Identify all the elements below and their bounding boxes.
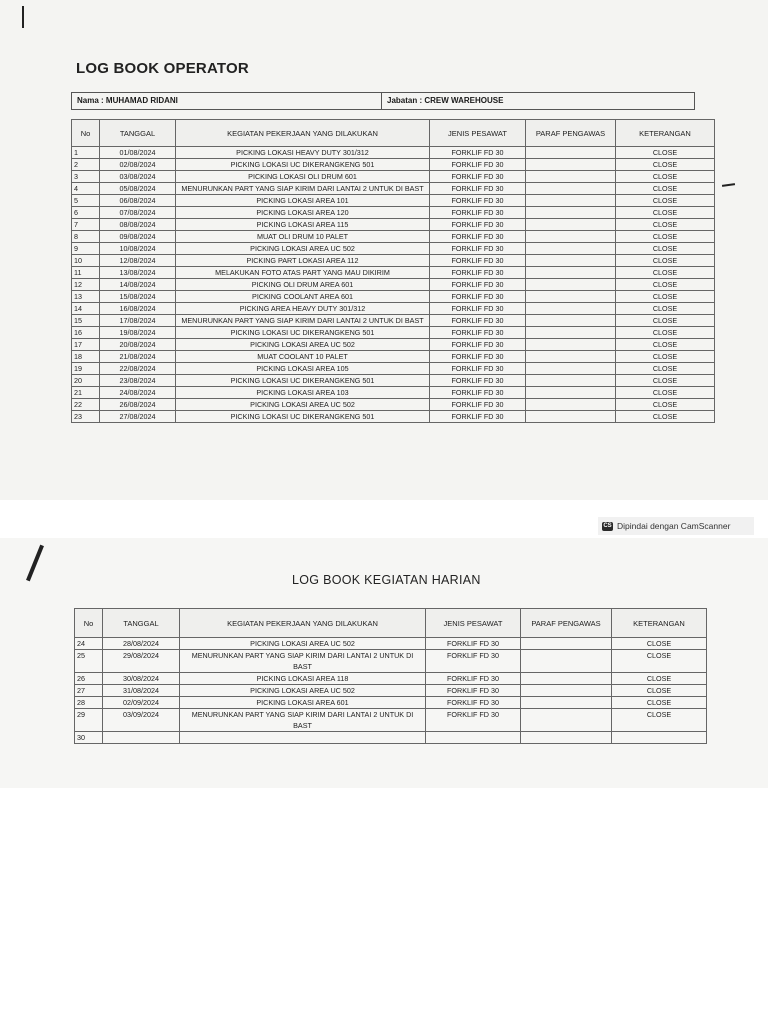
row-note: CLOSE bbox=[616, 327, 715, 339]
table-row bbox=[72, 411, 715, 423]
row-sign bbox=[521, 732, 612, 744]
row-note: CLOSE bbox=[616, 195, 715, 207]
row-number: 2 bbox=[72, 159, 100, 171]
row-date: 27/08/2024 bbox=[100, 411, 176, 423]
table-row bbox=[72, 303, 715, 315]
row-unit: FORKLIF FD 30 bbox=[430, 195, 526, 207]
row-note: CLOSE bbox=[616, 231, 715, 243]
row-activity: PICKING COOLANT AREA 601 bbox=[176, 291, 430, 303]
row-date: 14/08/2024 bbox=[100, 279, 176, 291]
row-activity: PICKING LOKASI AREA 120 bbox=[176, 207, 430, 219]
row-number: 25 bbox=[75, 650, 103, 673]
table-row bbox=[72, 219, 715, 231]
table-row bbox=[75, 697, 707, 709]
row-date: 12/08/2024 bbox=[100, 255, 176, 267]
row-sign bbox=[526, 207, 616, 219]
table-row bbox=[72, 279, 715, 291]
row-unit: FORKLIF FD 30 bbox=[430, 411, 526, 423]
row-activity: PICKING LOKASI AREA 101 bbox=[176, 195, 430, 207]
row-note: CLOSE bbox=[616, 243, 715, 255]
table-row bbox=[75, 650, 707, 673]
row-sign bbox=[526, 195, 616, 207]
row-sign bbox=[526, 363, 616, 375]
row-unit: FORKLIF FD 30 bbox=[430, 243, 526, 255]
row-note: CLOSE bbox=[616, 411, 715, 423]
row-date: 17/08/2024 bbox=[100, 315, 176, 327]
row-number: 23 bbox=[72, 411, 100, 423]
row-activity: PICKING PART LOKASI AREA 112 bbox=[176, 255, 430, 267]
row-sign bbox=[526, 219, 616, 231]
row-activity: PICKING LOKASI AREA 115 bbox=[176, 219, 430, 231]
row-unit: FORKLIF FD 30 bbox=[426, 638, 521, 650]
row-activity: PICKING AREA HEAVY DUTY 301/312 bbox=[176, 303, 430, 315]
row-sign bbox=[521, 697, 612, 709]
row-note: CLOSE bbox=[616, 303, 715, 315]
row-sign bbox=[526, 291, 616, 303]
row-date: 28/08/2024 bbox=[103, 638, 180, 650]
row-date: 21/08/2024 bbox=[100, 351, 176, 363]
row-activity: PICKING LOKASI AREA UC 502 bbox=[180, 685, 426, 697]
row-date: 01/08/2024 bbox=[100, 147, 176, 159]
log-table-2 bbox=[74, 608, 707, 744]
row-sign bbox=[526, 411, 616, 423]
row-note: CLOSE bbox=[616, 315, 715, 327]
page-2-title: LOG BOOK KEGIATAN HARIAN bbox=[292, 573, 481, 587]
row-note: CLOSE bbox=[616, 219, 715, 231]
table-row bbox=[75, 732, 707, 744]
row-sign bbox=[526, 279, 616, 291]
row-number: 13 bbox=[72, 291, 100, 303]
camscanner-icon: CS bbox=[603, 523, 612, 529]
row-activity: PICKING LOKASI AREA UC 502 bbox=[176, 339, 430, 351]
table-row bbox=[75, 638, 707, 650]
row-activity: MUAT COOLANT 10 PALET bbox=[176, 351, 430, 363]
table-row bbox=[75, 709, 707, 732]
row-date: 10/08/2024 bbox=[100, 243, 176, 255]
camscanner-text: Dipindai dengan CamScanner bbox=[617, 521, 731, 531]
row-unit: FORKLIF FD 30 bbox=[430, 363, 526, 375]
row-note: CLOSE bbox=[612, 709, 707, 732]
row-activity: PICKING LOKASI AREA 118 bbox=[180, 673, 426, 685]
row-note: CLOSE bbox=[612, 685, 707, 697]
table-row bbox=[72, 387, 715, 399]
row-date: 23/08/2024 bbox=[100, 375, 176, 387]
row-date: 29/08/2024 bbox=[103, 650, 180, 673]
header-note: KETERANGAN bbox=[616, 120, 715, 147]
row-number: 24 bbox=[75, 638, 103, 650]
row-date: 24/08/2024 bbox=[100, 387, 176, 399]
row-sign bbox=[526, 183, 616, 195]
header-date: TANGGAL bbox=[103, 609, 180, 638]
row-date: 13/08/2024 bbox=[100, 267, 176, 279]
row-activity: MENURUNKAN PART YANG SIAP KIRIM DARI LANTAI 2 UNTUK DI BAST bbox=[180, 650, 426, 673]
table-row bbox=[72, 351, 715, 363]
row-sign bbox=[526, 399, 616, 411]
table-row bbox=[72, 327, 715, 339]
row-number: 14 bbox=[72, 303, 100, 315]
row-activity: PICKING LOKASI AREA 103 bbox=[176, 387, 430, 399]
row-note: CLOSE bbox=[616, 363, 715, 375]
row-date: 20/08/2024 bbox=[100, 339, 176, 351]
log-page-1 bbox=[0, 0, 768, 500]
row-unit: FORKLIF FD 30 bbox=[430, 207, 526, 219]
table-row bbox=[72, 231, 715, 243]
row-unit: FORKLIF FD 30 bbox=[430, 171, 526, 183]
row-date: 03/08/2024 bbox=[100, 171, 176, 183]
row-activity: PICKING LOKASI AREA UC 502 bbox=[180, 638, 426, 650]
table-row bbox=[75, 685, 707, 697]
row-number: 16 bbox=[72, 327, 100, 339]
row-sign bbox=[526, 351, 616, 363]
row-sign bbox=[526, 327, 616, 339]
row-number: 15 bbox=[72, 315, 100, 327]
row-unit: FORKLIF FD 30 bbox=[430, 351, 526, 363]
row-note: CLOSE bbox=[616, 351, 715, 363]
row-unit: FORKLIF FD 30 bbox=[426, 650, 521, 673]
row-number: 21 bbox=[72, 387, 100, 399]
row-number: 3 bbox=[72, 171, 100, 183]
row-number: 29 bbox=[75, 709, 103, 732]
row-note bbox=[612, 732, 707, 744]
row-unit: FORKLIF FD 30 bbox=[430, 387, 526, 399]
row-sign bbox=[526, 339, 616, 351]
row-date: 30/08/2024 bbox=[103, 673, 180, 685]
header-activity: KEGIATAN PEKERJAAN YANG DILAKUKAN bbox=[180, 609, 426, 638]
row-number: 19 bbox=[72, 363, 100, 375]
row-note: CLOSE bbox=[616, 171, 715, 183]
table-row bbox=[72, 255, 715, 267]
row-date: 09/08/2024 bbox=[100, 231, 176, 243]
row-activity: MENURUNKAN PART YANG SIAP KIRIM DARI LANTAI 2 UNTUK DI BAST bbox=[180, 709, 426, 732]
row-activity: PICKING LOKASI AREA 105 bbox=[176, 363, 430, 375]
row-number: 30 bbox=[75, 732, 103, 744]
row-number: 26 bbox=[75, 673, 103, 685]
row-sign bbox=[521, 673, 612, 685]
row-date: 03/09/2024 bbox=[103, 709, 180, 732]
table-header-row bbox=[75, 609, 707, 638]
row-date: 15/08/2024 bbox=[100, 291, 176, 303]
header-unit: JENIS PESAWAT bbox=[426, 609, 521, 638]
row-unit: FORKLIF FD 30 bbox=[426, 697, 521, 709]
header-unit: JENIS PESAWAT bbox=[430, 120, 526, 147]
row-note: CLOSE bbox=[612, 673, 707, 685]
row-date: 22/08/2024 bbox=[100, 363, 176, 375]
table-row bbox=[72, 363, 715, 375]
row-sign bbox=[521, 709, 612, 732]
row-sign bbox=[526, 255, 616, 267]
row-number: 11 bbox=[72, 267, 100, 279]
row-unit: FORKLIF FD 30 bbox=[430, 159, 526, 171]
row-sign bbox=[526, 147, 616, 159]
table-row bbox=[72, 183, 715, 195]
row-activity: PICKING LOKASI UC DIKERANGKENG 501 bbox=[176, 327, 430, 339]
table-row bbox=[72, 243, 715, 255]
log-table-1 bbox=[71, 119, 715, 423]
header-sign: PARAF PENGAWAS bbox=[521, 609, 612, 638]
row-sign bbox=[526, 267, 616, 279]
row-date: 06/08/2024 bbox=[100, 195, 176, 207]
row-note: CLOSE bbox=[612, 697, 707, 709]
row-activity bbox=[180, 732, 426, 744]
row-number: 6 bbox=[72, 207, 100, 219]
row-sign bbox=[526, 231, 616, 243]
table-row bbox=[72, 399, 715, 411]
row-unit: FORKLIF FD 30 bbox=[430, 315, 526, 327]
row-number: 7 bbox=[72, 219, 100, 231]
camscanner-badge bbox=[598, 517, 754, 535]
row-unit: FORKLIF FD 30 bbox=[430, 147, 526, 159]
row-unit bbox=[426, 732, 521, 744]
row-sign bbox=[526, 315, 616, 327]
table-row bbox=[72, 171, 715, 183]
row-sign bbox=[526, 171, 616, 183]
row-unit: FORKLIF FD 30 bbox=[430, 231, 526, 243]
row-unit: FORKLIF FD 30 bbox=[430, 219, 526, 231]
row-date: 31/08/2024 bbox=[103, 685, 180, 697]
table-row bbox=[72, 195, 715, 207]
row-number: 9 bbox=[72, 243, 100, 255]
row-unit: FORKLIF FD 30 bbox=[430, 339, 526, 351]
row-note: CLOSE bbox=[616, 255, 715, 267]
row-unit: FORKLIF FD 30 bbox=[430, 183, 526, 195]
row-note: CLOSE bbox=[616, 183, 715, 195]
row-number: 5 bbox=[72, 195, 100, 207]
table-row bbox=[72, 207, 715, 219]
row-activity: PICKING LOKASI AREA 601 bbox=[180, 697, 426, 709]
row-number: 8 bbox=[72, 231, 100, 243]
row-note: CLOSE bbox=[616, 279, 715, 291]
row-unit: FORKLIF FD 30 bbox=[430, 291, 526, 303]
row-activity: PICKING LOKASI UC DIKERANGKENG 501 bbox=[176, 411, 430, 423]
row-date: 02/09/2024 bbox=[103, 697, 180, 709]
row-number: 1 bbox=[72, 147, 100, 159]
row-activity: PICKING LOKASI AREA UC 502 bbox=[176, 399, 430, 411]
operator-name: Nama : MUHAMAD RIDANI bbox=[72, 93, 382, 109]
row-note: CLOSE bbox=[616, 375, 715, 387]
table-row bbox=[72, 267, 715, 279]
row-number: 28 bbox=[75, 697, 103, 709]
row-sign bbox=[526, 387, 616, 399]
row-activity: MUAT OLI DRUM 10 PALET bbox=[176, 231, 430, 243]
row-note: CLOSE bbox=[612, 638, 707, 650]
row-number: 4 bbox=[72, 183, 100, 195]
row-note: CLOSE bbox=[616, 267, 715, 279]
row-date: 02/08/2024 bbox=[100, 159, 176, 171]
table-row bbox=[72, 375, 715, 387]
row-sign bbox=[526, 159, 616, 171]
row-sign bbox=[521, 685, 612, 697]
row-number: 10 bbox=[72, 255, 100, 267]
row-date: 19/08/2024 bbox=[100, 327, 176, 339]
header-sign: PARAF PENGAWAS bbox=[526, 120, 616, 147]
row-activity: PICKING LOKASI OLI DRUM 601 bbox=[176, 171, 430, 183]
row-date: 16/08/2024 bbox=[100, 303, 176, 315]
log-table-1-body bbox=[72, 147, 715, 423]
table-row bbox=[75, 673, 707, 685]
scan-mark-top-left bbox=[22, 6, 24, 28]
row-unit: FORKLIF FD 30 bbox=[430, 375, 526, 387]
row-date: 07/08/2024 bbox=[100, 207, 176, 219]
row-note: CLOSE bbox=[616, 291, 715, 303]
row-unit: FORKLIF FD 30 bbox=[430, 255, 526, 267]
scan-mark-corner bbox=[26, 545, 44, 582]
header-no: No bbox=[72, 120, 100, 147]
page-title: LOG BOOK OPERATOR bbox=[76, 60, 249, 77]
header-date: TANGGAL bbox=[100, 120, 176, 147]
table-row bbox=[72, 315, 715, 327]
row-date: 05/08/2024 bbox=[100, 183, 176, 195]
row-activity: PICKING LOKASI HEAVY DUTY 301/312 bbox=[176, 147, 430, 159]
row-sign bbox=[521, 638, 612, 650]
row-date: 26/08/2024 bbox=[100, 399, 176, 411]
row-number: 18 bbox=[72, 351, 100, 363]
row-number: 22 bbox=[72, 399, 100, 411]
row-date bbox=[103, 732, 180, 744]
header-note: KETERANGAN bbox=[612, 609, 707, 638]
table-row bbox=[72, 147, 715, 159]
row-note: CLOSE bbox=[612, 650, 707, 673]
row-unit: FORKLIF FD 30 bbox=[426, 673, 521, 685]
row-sign bbox=[521, 650, 612, 673]
table-row bbox=[72, 159, 715, 171]
row-number: 20 bbox=[72, 375, 100, 387]
row-unit: FORKLIF FD 30 bbox=[430, 267, 526, 279]
row-unit: FORKLIF FD 30 bbox=[430, 303, 526, 315]
row-unit: FORKLIF FD 30 bbox=[430, 327, 526, 339]
row-sign bbox=[526, 375, 616, 387]
row-note: CLOSE bbox=[616, 159, 715, 171]
row-number: 17 bbox=[72, 339, 100, 351]
row-activity: MENURUNKAN PART YANG SIAP KIRIM DARI LANTAI 2 UNTUK DI BAST bbox=[176, 315, 430, 327]
scan-mark-right bbox=[722, 183, 735, 187]
row-note: CLOSE bbox=[616, 339, 715, 351]
row-activity: PICKING LOKASI AREA UC 502 bbox=[176, 243, 430, 255]
header-activity: KEGIATAN PEKERJAAN YANG DILAKUKAN bbox=[176, 120, 430, 147]
row-unit: FORKLIF FD 30 bbox=[426, 709, 521, 732]
table-row bbox=[72, 339, 715, 351]
row-date: 08/08/2024 bbox=[100, 219, 176, 231]
log-table-2-body bbox=[75, 638, 707, 744]
row-sign bbox=[526, 303, 616, 315]
row-sign bbox=[526, 243, 616, 255]
table-row bbox=[72, 291, 715, 303]
row-activity: PICKING OLI DRUM AREA 601 bbox=[176, 279, 430, 291]
table-header-row bbox=[72, 120, 715, 147]
row-note: CLOSE bbox=[616, 399, 715, 411]
row-number: 27 bbox=[75, 685, 103, 697]
row-unit: FORKLIF FD 30 bbox=[426, 685, 521, 697]
operator-position: Jabatan : CREW WAREHOUSE bbox=[387, 96, 504, 105]
row-note: CLOSE bbox=[616, 387, 715, 399]
row-unit: FORKLIF FD 30 bbox=[430, 279, 526, 291]
row-number: 12 bbox=[72, 279, 100, 291]
row-note: CLOSE bbox=[616, 147, 715, 159]
row-note: CLOSE bbox=[616, 207, 715, 219]
row-activity: MENURUNKAN PART YANG SIAP KIRIM DARI LANTAI 2 UNTUK DI BAST bbox=[176, 183, 430, 195]
row-activity: MELAKUKAN FOTO ATAS PART YANG MAU DIKIRIM bbox=[176, 267, 430, 279]
row-unit: FORKLIF FD 30 bbox=[430, 399, 526, 411]
operator-info-box bbox=[71, 92, 695, 110]
row-activity: PICKING LOKASI UC DIKERANGKENG 501 bbox=[176, 159, 430, 171]
header-no: No bbox=[75, 609, 103, 638]
row-activity: PICKING LOKASI UC DIKERANGKENG 501 bbox=[176, 375, 430, 387]
